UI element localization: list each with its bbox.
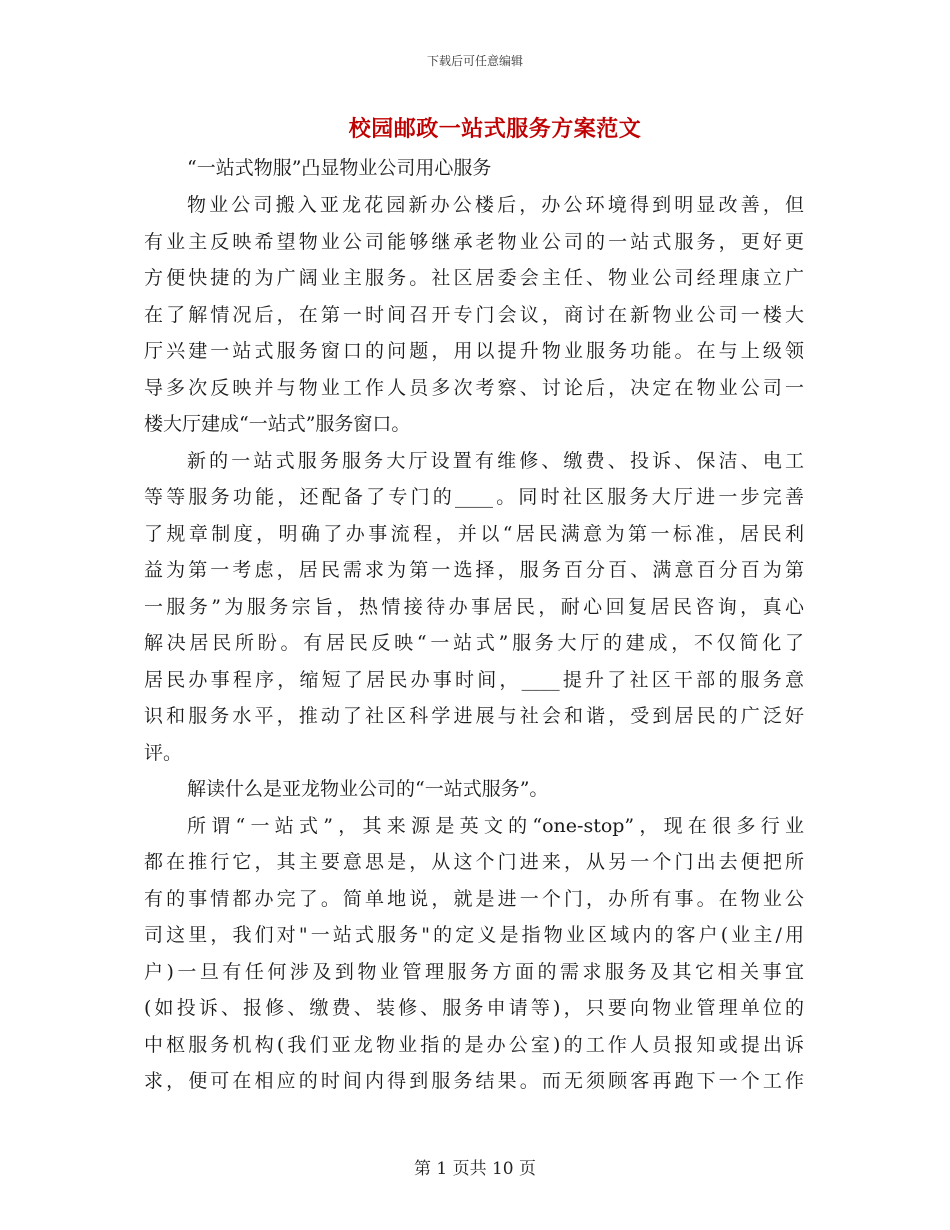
body-line: 户)一旦有任何涉及到物业管理服务方面的需求服务及其它相关事宜 — [144, 960, 804, 983]
body-line: 解读什么是亚龙物业公司的“一站式服务”。 — [187, 778, 549, 800]
body-line: 居民办事程序，缩短了居民办事时间，____提升了社区干部的服务意 — [144, 668, 804, 691]
body-line: 益为第一考虑，居民需求为第一选择，服务百分百、满意百分百为第 — [144, 559, 804, 581]
body-line: (如投诉、报修、缴费、装修、服务申请等)，只要向物业管理单位的 — [144, 997, 804, 1019]
body-line: 中枢服务机构(我们亚龙物业指的是办公室)的工作人员报知或提出诉 — [144, 1033, 804, 1056]
body-line: 新的一站式服务服务大厅设置有维修、缴费、投诉、保洁、电工 — [187, 449, 804, 472]
body-line: 等等服务功能，还配备了专门的____。同时社区服务大厅进一步完善 — [144, 486, 804, 508]
body-line: 有业主反映希望物业公司能够继承老物业公司的一站式服务，更好更 — [144, 230, 804, 253]
body-line: 一服务”为服务宗旨，热情接待办事居民，耐心回复居民咨询，真心 — [144, 595, 804, 618]
body-line: 识和服务水平，推动了社区科学进展与社会和谐，受到居民的广泛好 — [144, 705, 804, 727]
body-line: 解决居民所盼。有居民反映“一站式”服务大厅的建成，不仅简化了 — [144, 632, 804, 654]
body-line: 了规章制度，明确了办事流程，并以“居民满意为第一标准，居民利 — [144, 522, 804, 545]
body-text — [144, 187, 804, 1100]
page-footer: 第 1 页共 10 页 — [413, 1159, 537, 1179]
body-line: 厅兴建一站式服务窗口的问题，用以提升物业服务功能。在与上级领 — [144, 340, 804, 362]
body-line: 都在推行它，其主要意思是，从这个门进来，从另一个门出去便把所 — [144, 851, 804, 873]
body-line: 求，便可在相应的时间内得到服务结果。而无须顾客再跑下一个工作 — [144, 1070, 804, 1092]
body-line: 在了解情况后，在第一时间召开专门会议，商讨在新物业公司一楼大 — [144, 303, 804, 326]
document-title: 校园邮政一站式服务方案范文 — [348, 116, 642, 142]
body-line: 楼大厅建成“一站式”服务窗口。 — [144, 413, 411, 435]
body-line: 所谓“一站式”，其来源是英文的“one-stop”，现在很多行业 — [187, 814, 804, 837]
body-line: 司这里，我们对"一站式服务"的定义是指物业区域内的客户(业主/用 — [144, 924, 804, 946]
body-line: 导多次反映并与物业工作人员多次考察、讨论后，决定在物业公司一 — [144, 376, 804, 399]
body-line: 方便快捷的为广阔业主服务。社区居委会主任、物业公司经理康立广 — [144, 267, 804, 289]
header-note: 下载后可任意编辑 — [426, 54, 523, 68]
body-line: 评。 — [144, 741, 183, 764]
body-line: 物业公司搬入亚龙花园新办公楼后，办公环境得到明显改善，但 — [187, 194, 804, 216]
body-line: 有的事情都办完了。简单地说，就是进一个门，办所有事。在物业公 — [144, 887, 804, 910]
document-subtitle: “一站式物服”凸显物业公司用心服务 — [187, 157, 492, 179]
